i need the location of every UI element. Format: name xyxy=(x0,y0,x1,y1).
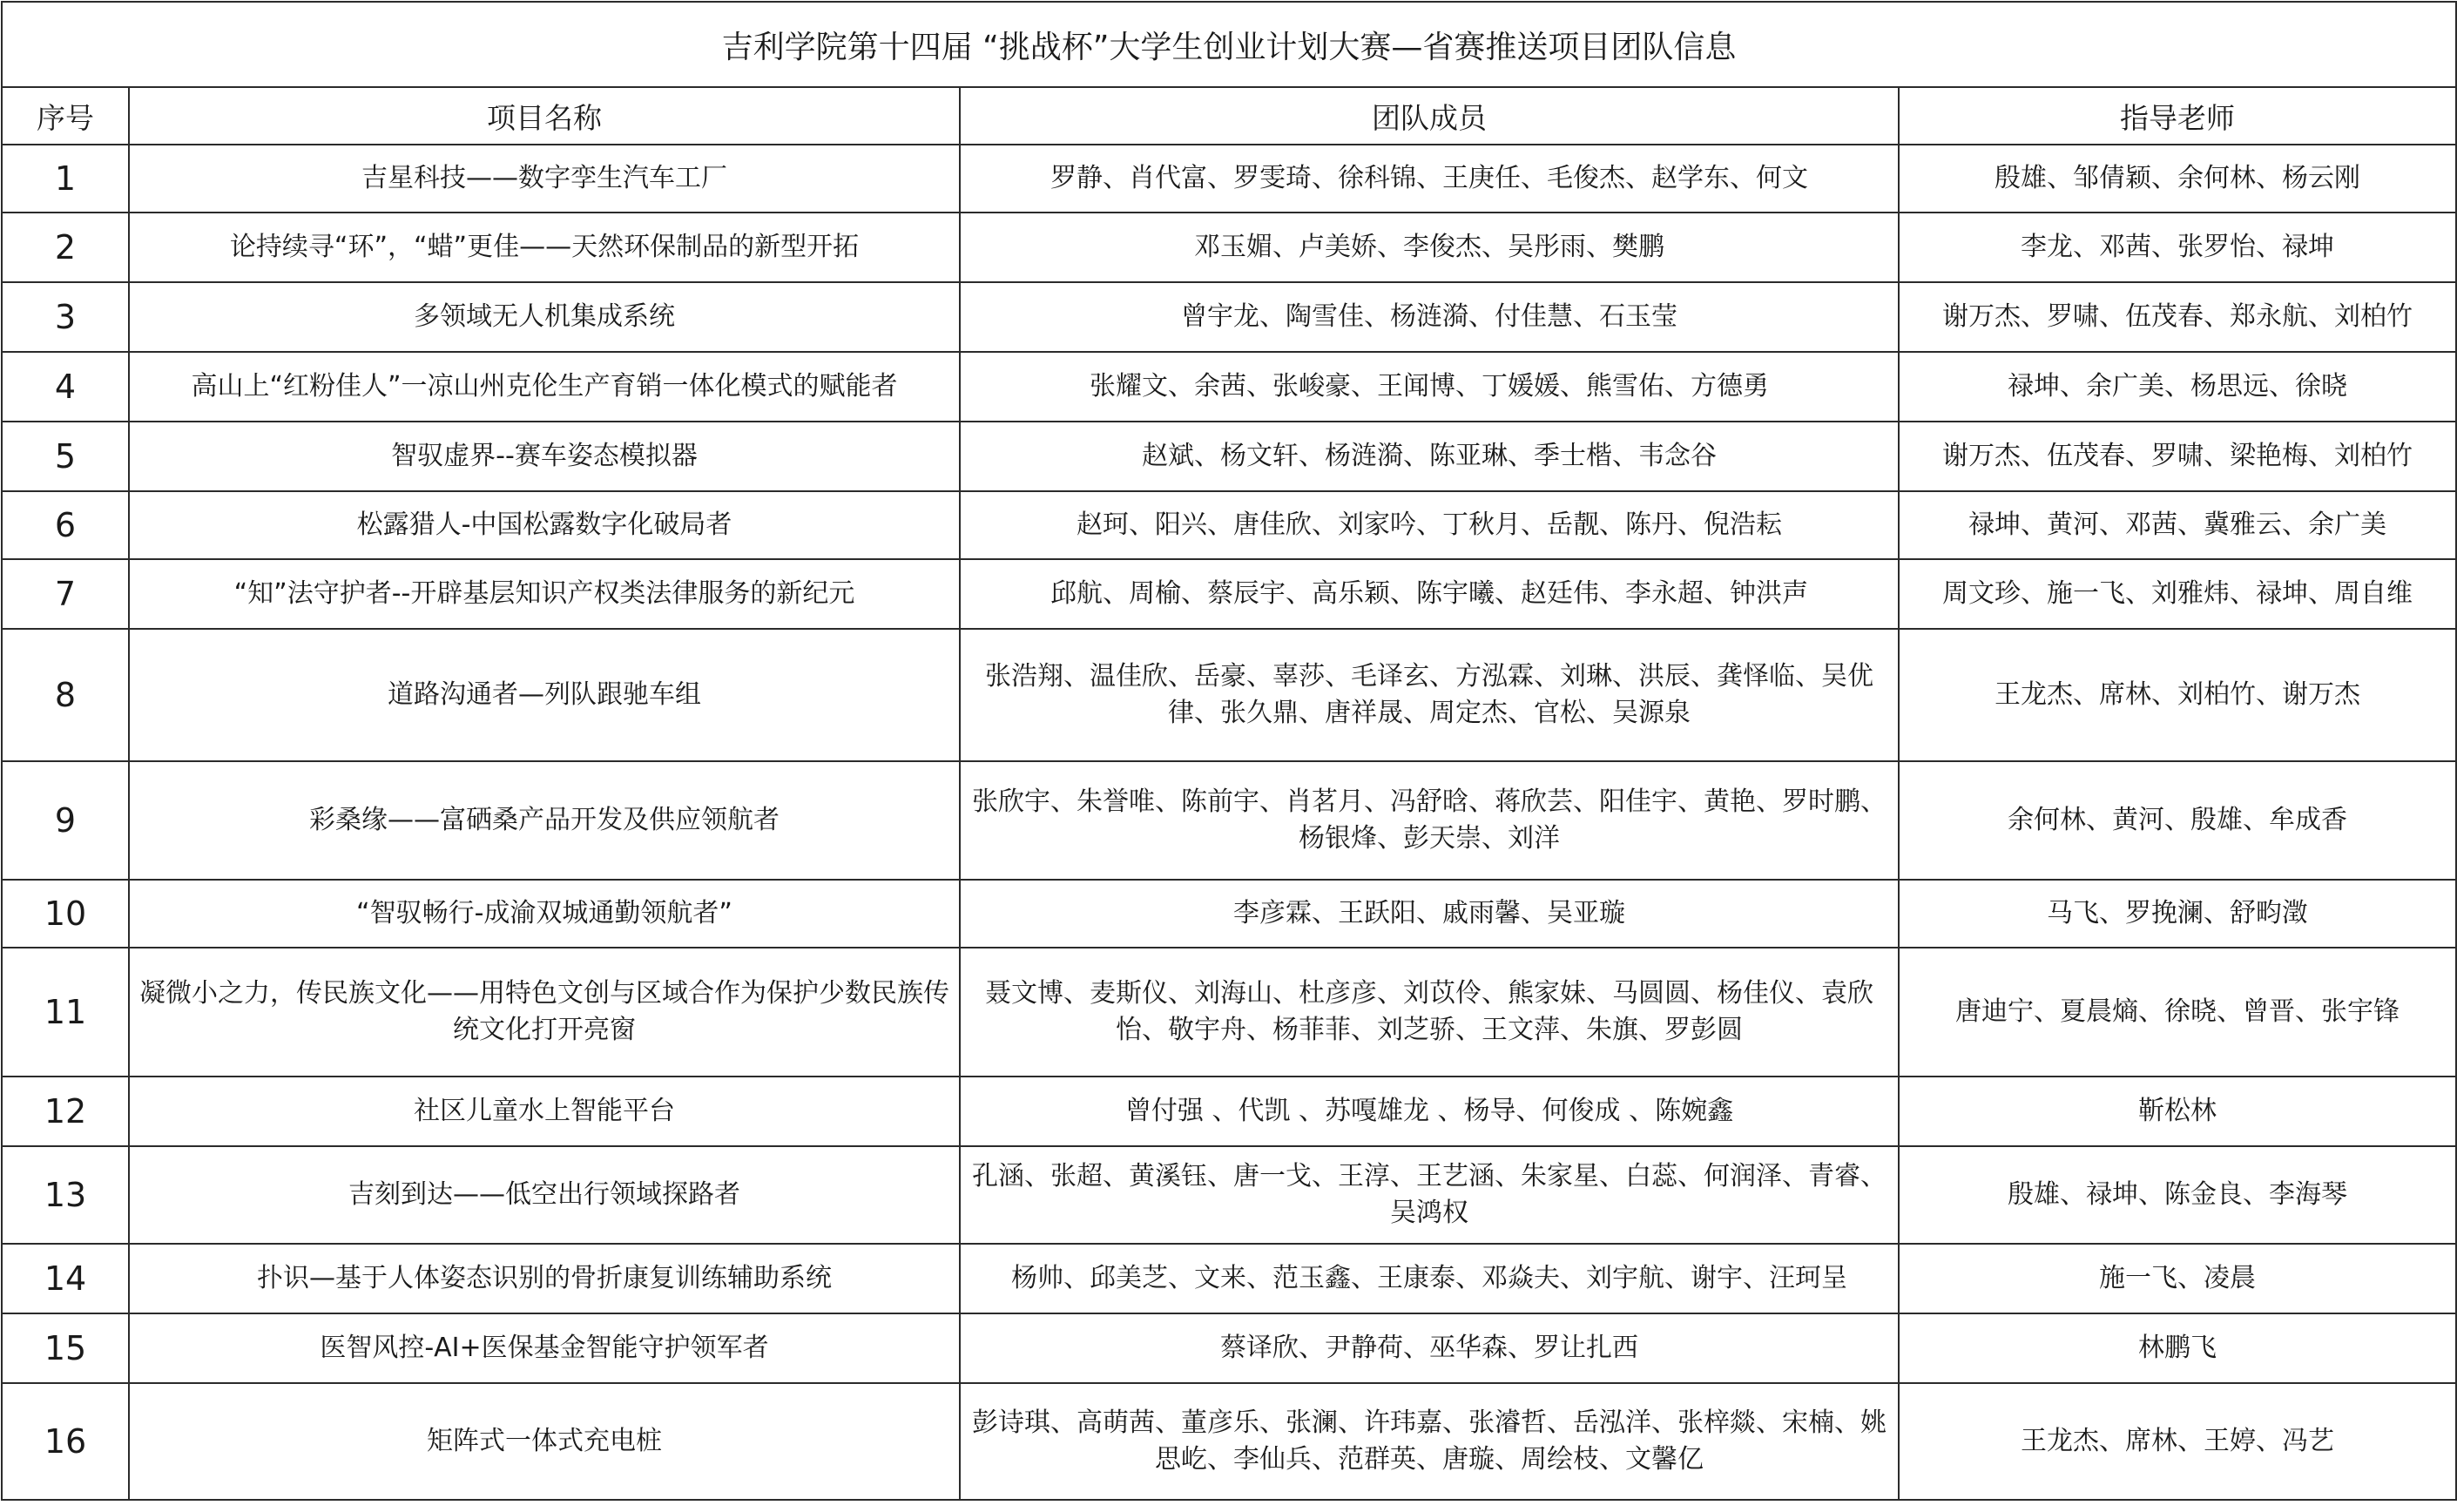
row-index: 2 xyxy=(2,213,129,282)
row-index: 8 xyxy=(2,629,129,761)
row-index: 13 xyxy=(2,1146,129,1244)
header-members: 团队成员 xyxy=(960,87,1899,145)
table-row xyxy=(2,1077,2456,1146)
team-members: 张耀文、余茜、张峻豪、王闻博、丁媛媛、熊雪佑、方德勇 xyxy=(960,352,1899,422)
project-name: 吉星科技——数字孪生汽车工厂 xyxy=(129,145,960,213)
advisors: 禄坤、余广美、杨思远、徐晓 xyxy=(1899,352,2456,422)
advisors: 靳松林 xyxy=(1899,1077,2456,1146)
project-name: “智驭畅行-成渝双城通勤领航者” xyxy=(129,880,960,948)
project-name: 多领域无人机集成系统 xyxy=(129,282,960,352)
project-name: 道路沟通者—列队跟驰车组 xyxy=(129,629,960,761)
advisors: 余何林、黄河、殷雄、牟成香 xyxy=(1899,761,2456,880)
team-members: 张浩翔、温佳欣、岳豪、辜莎、毛译玄、方泓霖、刘琳、洪辰、龚怿临、吴优律、张久鼎、唐祥晟、周定杰、官松、吴源泉 xyxy=(960,629,1899,761)
advisors: 殷雄、禄坤、陈金良、李海琴 xyxy=(1899,1146,2456,1244)
header-advisors: 指导老师 xyxy=(1899,87,2456,145)
row-index: 5 xyxy=(2,422,129,491)
team-members: 罗静、肖代富、罗雯琦、徐科锦、王庚任、毛俊杰、赵学东、何文 xyxy=(960,145,1899,213)
advisors: 王龙杰、席林、王婷、冯艺 xyxy=(1899,1383,2456,1500)
table-row xyxy=(2,761,2456,880)
advisors: 谢万杰、伍茂春、罗啸、梁艳梅、刘柏竹 xyxy=(1899,422,2456,491)
header-project: 项目名称 xyxy=(129,87,960,145)
project-team-table xyxy=(1,1,2457,1501)
table-row xyxy=(2,948,2456,1077)
team-members: 曾付强 、代凯 、苏嘎雄龙 、杨导、何俊成 、陈婉鑫 xyxy=(960,1077,1899,1146)
advisors: 禄坤、黄河、邓茜、冀雅云、余广美 xyxy=(1899,491,2456,559)
advisors: 王龙杰、席林、刘柏竹、谢万杰 xyxy=(1899,629,2456,761)
project-name: 医智风控-AI+医保基金智能守护领军者 xyxy=(129,1313,960,1383)
team-members: 蔡译欣、尹静荷、巫华森、罗让扎西 xyxy=(960,1313,1899,1383)
team-members: 杨帅、邱美芝、文来、范玉鑫、王康泰、邓焱夫、刘宇航、谢宇、汪珂呈 xyxy=(960,1244,1899,1313)
team-members: 邓玉媚、卢美娇、李俊杰、吴彤雨、樊鹏 xyxy=(960,213,1899,282)
table-row xyxy=(2,1383,2456,1500)
advisors: 殷雄、邹倩颖、余何林、杨云刚 xyxy=(1899,145,2456,213)
table-row xyxy=(2,1146,2456,1244)
project-name: 论持续寻“环”，“蜡”更佳——天然环保制品的新型开拓 xyxy=(129,213,960,282)
row-index: 4 xyxy=(2,352,129,422)
project-name: 扑识—基于人体姿态识别的骨折康复训练辅助系统 xyxy=(129,1244,960,1313)
row-index: 12 xyxy=(2,1077,129,1146)
project-name: 社区儿童水上智能平台 xyxy=(129,1077,960,1146)
table-row xyxy=(2,559,2456,629)
row-index: 10 xyxy=(2,880,129,948)
project-name: 凝微小之力，传民族文化——用特色文创与区域合作为保护少数民族传统文化打开亮窗 xyxy=(129,948,960,1077)
team-members: 聂文博、麦斯仪、刘海山、杜彦彦、刘苡伶、熊家妹、马圆圆、杨佳仪、袁欣怡、敬宇舟、杨菲菲、刘芝骄、王文萍、朱旗、罗彭圆 xyxy=(960,948,1899,1077)
row-index: 11 xyxy=(2,948,129,1077)
advisors: 唐迪宁、夏晨熵、徐晓、曾晋、张宇锋 xyxy=(1899,948,2456,1077)
table-row xyxy=(2,629,2456,761)
team-members: 赵珂、阳兴、唐佳欣、刘家吟、丁秋月、岳靓、陈丹、倪浩耘 xyxy=(960,491,1899,559)
team-members: 李彦霖、王跃阳、戚雨馨、吴亚璇 xyxy=(960,880,1899,948)
table-row xyxy=(2,1244,2456,1313)
row-index: 14 xyxy=(2,1244,129,1313)
project-name: 松露猎人-中国松露数字化破局者 xyxy=(129,491,960,559)
table-row xyxy=(2,282,2456,352)
project-name: 智驭虚界--赛车姿态模拟器 xyxy=(129,422,960,491)
project-name: 矩阵式一体式充电桩 xyxy=(129,1383,960,1500)
advisors: 周文珍、施一飞、刘雅炜、禄坤、周自维 xyxy=(1899,559,2456,629)
table-row xyxy=(2,491,2456,559)
advisors: 李龙、邓茜、张罗怡、禄坤 xyxy=(1899,213,2456,282)
team-members: 赵斌、杨文轩、杨涟漪、陈亚琳、季士楷、韦念谷 xyxy=(960,422,1899,491)
row-index: 15 xyxy=(2,1313,129,1383)
table-row xyxy=(2,1313,2456,1383)
table-row xyxy=(2,352,2456,422)
table-title: 吉利学院第十四届 “挑战杯”大学生创业计划大赛—省赛推送项目团队信息 xyxy=(2,2,2456,87)
team-members: 彭诗琪、高萌茜、董彦乐、张澜、许玮嘉、张濬哲、岳泓洋、张梓燚、宋楠、姚思屹、李仙兵、范群英、唐璇、周绘枝、文馨亿 xyxy=(960,1383,1899,1500)
header-index: 序号 xyxy=(2,87,129,145)
project-name: 吉刻到达——低空出行领域探路者 xyxy=(129,1146,960,1244)
row-index: 7 xyxy=(2,559,129,629)
team-members: 张欣宇、朱誉唯、陈前宇、肖茗月、冯舒晗、蒋欣芸、阳佳宇、黄艳、罗时鹏、杨银烽、彭天崇、刘洋 xyxy=(960,761,1899,880)
advisors: 谢万杰、罗啸、伍茂春、郑永航、刘柏竹 xyxy=(1899,282,2456,352)
advisors: 林鹏飞 xyxy=(1899,1313,2456,1383)
project-name: “知”法守护者--开辟基层知识产权类法律服务的新纪元 xyxy=(129,559,960,629)
table-row xyxy=(2,213,2456,282)
table-row xyxy=(2,422,2456,491)
row-index: 16 xyxy=(2,1383,129,1500)
advisors: 施一飞、凌晨 xyxy=(1899,1244,2456,1313)
team-members: 曾宇龙、陶雪佳、杨涟漪、付佳慧、石玉莹 xyxy=(960,282,1899,352)
row-index: 3 xyxy=(2,282,129,352)
row-index: 6 xyxy=(2,491,129,559)
team-members: 邱航、周榆、蔡辰宇、高乐颖、陈宇曦、赵廷伟、李永超、钟洪声 xyxy=(960,559,1899,629)
project-name: 高山上“红粉佳人”一凉山州克伦生产育销一体化模式的赋能者 xyxy=(129,352,960,422)
table-row xyxy=(2,145,2456,213)
row-index: 9 xyxy=(2,761,129,880)
advisors: 马飞、罗挽澜、舒畇澂 xyxy=(1899,880,2456,948)
row-index: 1 xyxy=(2,145,129,213)
table-row xyxy=(2,880,2456,948)
project-name: 彩桑缘——富硒桑产品开发及供应领航者 xyxy=(129,761,960,880)
team-members: 孔涵、张超、黄溪钰、唐一戈、王淳、王艺涵、朱家星、白蕊、何润泽、青睿、吴鸿权 xyxy=(960,1146,1899,1244)
